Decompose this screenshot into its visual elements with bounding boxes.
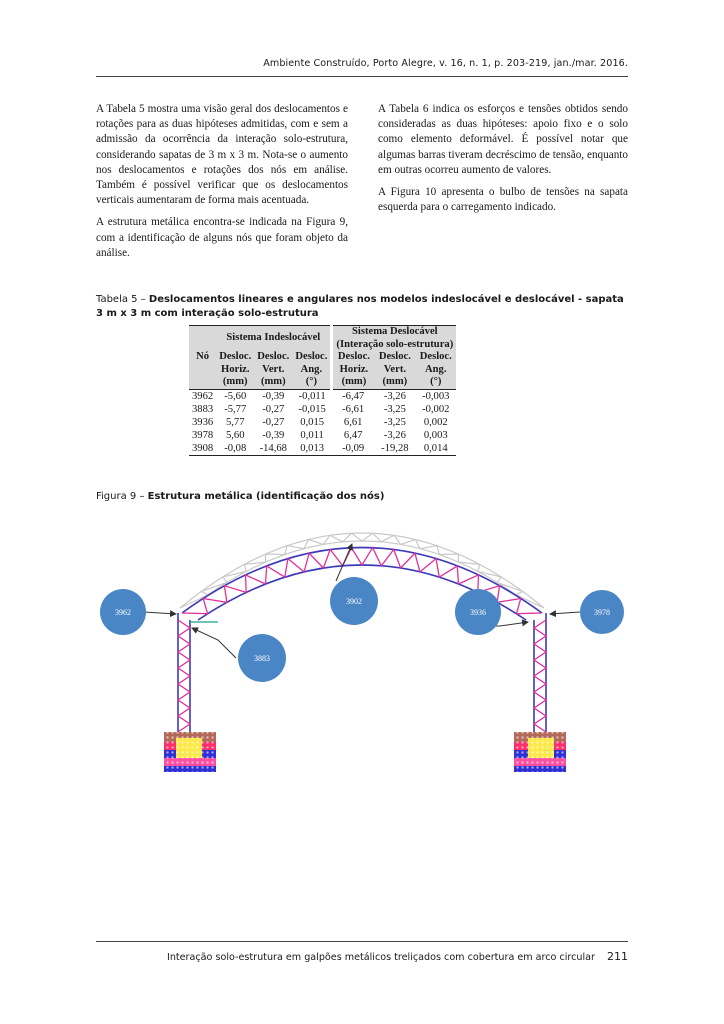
table-cell: -0,39 [262, 429, 285, 441]
table-cell: -0,09 [332, 442, 375, 456]
figure-caption-title: Estrutura metálica (identificação dos nós) [147, 491, 385, 502]
table-cell: 5,77 [225, 416, 245, 428]
table-cell: -14,68 [254, 442, 292, 456]
table-cell: -0,003 [415, 389, 456, 403]
table-cell: -5,77 [224, 403, 247, 415]
group-header-deformable [332, 326, 456, 352]
table-row [189, 416, 456, 429]
svg-text:3902: 3902 [346, 597, 362, 606]
body-column-right [378, 102, 628, 222]
node-3936 [455, 589, 501, 635]
table-cell: 0,011 [300, 429, 324, 441]
table-cell: 6,47 [343, 429, 363, 441]
table-cell: -0,08 [216, 442, 254, 456]
table-cell: -3,26 [383, 429, 406, 441]
node-3883 [238, 634, 286, 682]
right-footing [514, 732, 566, 772]
table-cell: 3978 [192, 429, 214, 441]
paragraph: A Figura 10 apresenta o bulbo de tensões na sapata esquerda para o carregamento indicado. [378, 186, 628, 214]
table-column-header-row [189, 351, 456, 389]
table-cell: 5,60 [225, 429, 245, 441]
table-caption-prefix: Tabela 5 – [96, 294, 149, 305]
table-cell: -3,26 [374, 389, 415, 403]
table-cell: 0,015 [300, 416, 325, 428]
footer-title: Interação solo-estrutura em galpões metálicos treliçados com cobertura em arco circular [166, 952, 595, 963]
paragraph: A Tabela 5 mostra uma visão geral dos deslocamentos e rotações para as duas hipóteses admitidas, com e sem a admissão da ocorrência da interação solo-estrutura, considerando sapatas de 3 m x 3 m. Nota-se o aumento nos deslocamentos e rotações dos nós em análise. Também é possível verificar que os deslocamentos verticais aumentaram de forma mais acentuada. [96, 103, 348, 207]
table-cell: 0,002 [423, 416, 448, 428]
table-row [189, 389, 456, 403]
steel-structure-figure [90, 510, 630, 780]
table-cell: -6,61 [342, 403, 365, 415]
table-cell: 0,014 [415, 442, 456, 456]
column-header: Desloc. Ang. (°) [292, 351, 332, 389]
table-group-header-row [189, 326, 456, 352]
node-3902 [330, 577, 378, 625]
table-cell: -0,27 [262, 416, 285, 428]
table-cell: 0,013 [292, 442, 332, 456]
displacement-table [189, 325, 456, 456]
page-number: 211 [607, 950, 628, 963]
table-cell: -0,002 [422, 403, 450, 415]
footer-rule [96, 941, 628, 942]
figure-caption [96, 491, 384, 502]
table-cell: 3908 [189, 442, 216, 456]
paragraph: A Tabela 6 indica os esforços e tensões obtidos sendo consideradas as duas hipóteses: apoio fixo e o solo como elemento deformável. É possível notar que algumas barras tiveram decréscimo de tensão, enquanto em outras ocorreu aumento de valores. [378, 103, 628, 176]
svg-text:3978: 3978 [594, 608, 610, 617]
table-row [189, 403, 456, 416]
left-footing [164, 732, 216, 772]
table-cell: -6,47 [332, 389, 375, 403]
table-cell: 3936 [192, 416, 214, 428]
table-cell: 0,003 [423, 429, 448, 441]
table-cell: -0,011 [292, 389, 332, 403]
group-header-line: Sistema Deslocável [352, 326, 438, 337]
running-header: Ambiente Construído, Porto Alegre, v. 16, n. 1, p. 203-219, jan./mar. 2016. [263, 58, 628, 69]
table-cell: -0,39 [254, 389, 292, 403]
svg-text:3883: 3883 [254, 654, 270, 663]
table-cell: -0,015 [298, 403, 326, 415]
node-column-header: Nó [189, 326, 216, 390]
table-cell: -0,27 [262, 403, 285, 415]
table-row [189, 442, 456, 456]
column-header: Desloc. Horiz. (mm) [332, 351, 375, 389]
table-row [189, 429, 456, 442]
figure-caption-prefix: Figura 9 – [96, 491, 148, 502]
column-header: Desloc. Ang. (°) [415, 351, 456, 389]
svg-text:3962: 3962 [115, 608, 131, 617]
column-header: Desloc. Vert. (mm) [374, 351, 415, 389]
table-cell: -3,25 [383, 403, 406, 415]
group-header-fixed: Sistema Indeslocável [216, 326, 332, 352]
group-header-line: (Interação solo-estrutura) [336, 338, 454, 350]
table-cell: -19,28 [374, 442, 415, 456]
header-rule [96, 76, 628, 77]
table-cell: 3883 [192, 403, 214, 415]
table-cell: -5,60 [216, 389, 254, 403]
table-cell: 3962 [189, 389, 216, 403]
table-cell: 6,61 [343, 416, 363, 428]
right-column [534, 613, 546, 732]
svg-text:3936: 3936 [470, 608, 486, 617]
table-caption [96, 293, 628, 320]
running-footer [96, 950, 628, 963]
table-caption-title: Deslocamentos lineares e angulares nos modelos indeslocável e deslocável - sapata 3 m x 3 m com interação solo-estrutura [96, 294, 624, 319]
table-cell: -3,25 [383, 416, 406, 428]
node-3978 [580, 590, 624, 634]
column-header: Desloc. Vert. (mm) [254, 351, 292, 389]
body-column-left [96, 102, 348, 268]
column-header: Desloc. Horiz. (mm) [216, 351, 254, 389]
node-3962 [100, 589, 146, 635]
paragraph: A estrutura metálica encontra-se indicada na Figura 9, com a identificação de alguns nós que foram objeto da análise. [96, 216, 348, 259]
